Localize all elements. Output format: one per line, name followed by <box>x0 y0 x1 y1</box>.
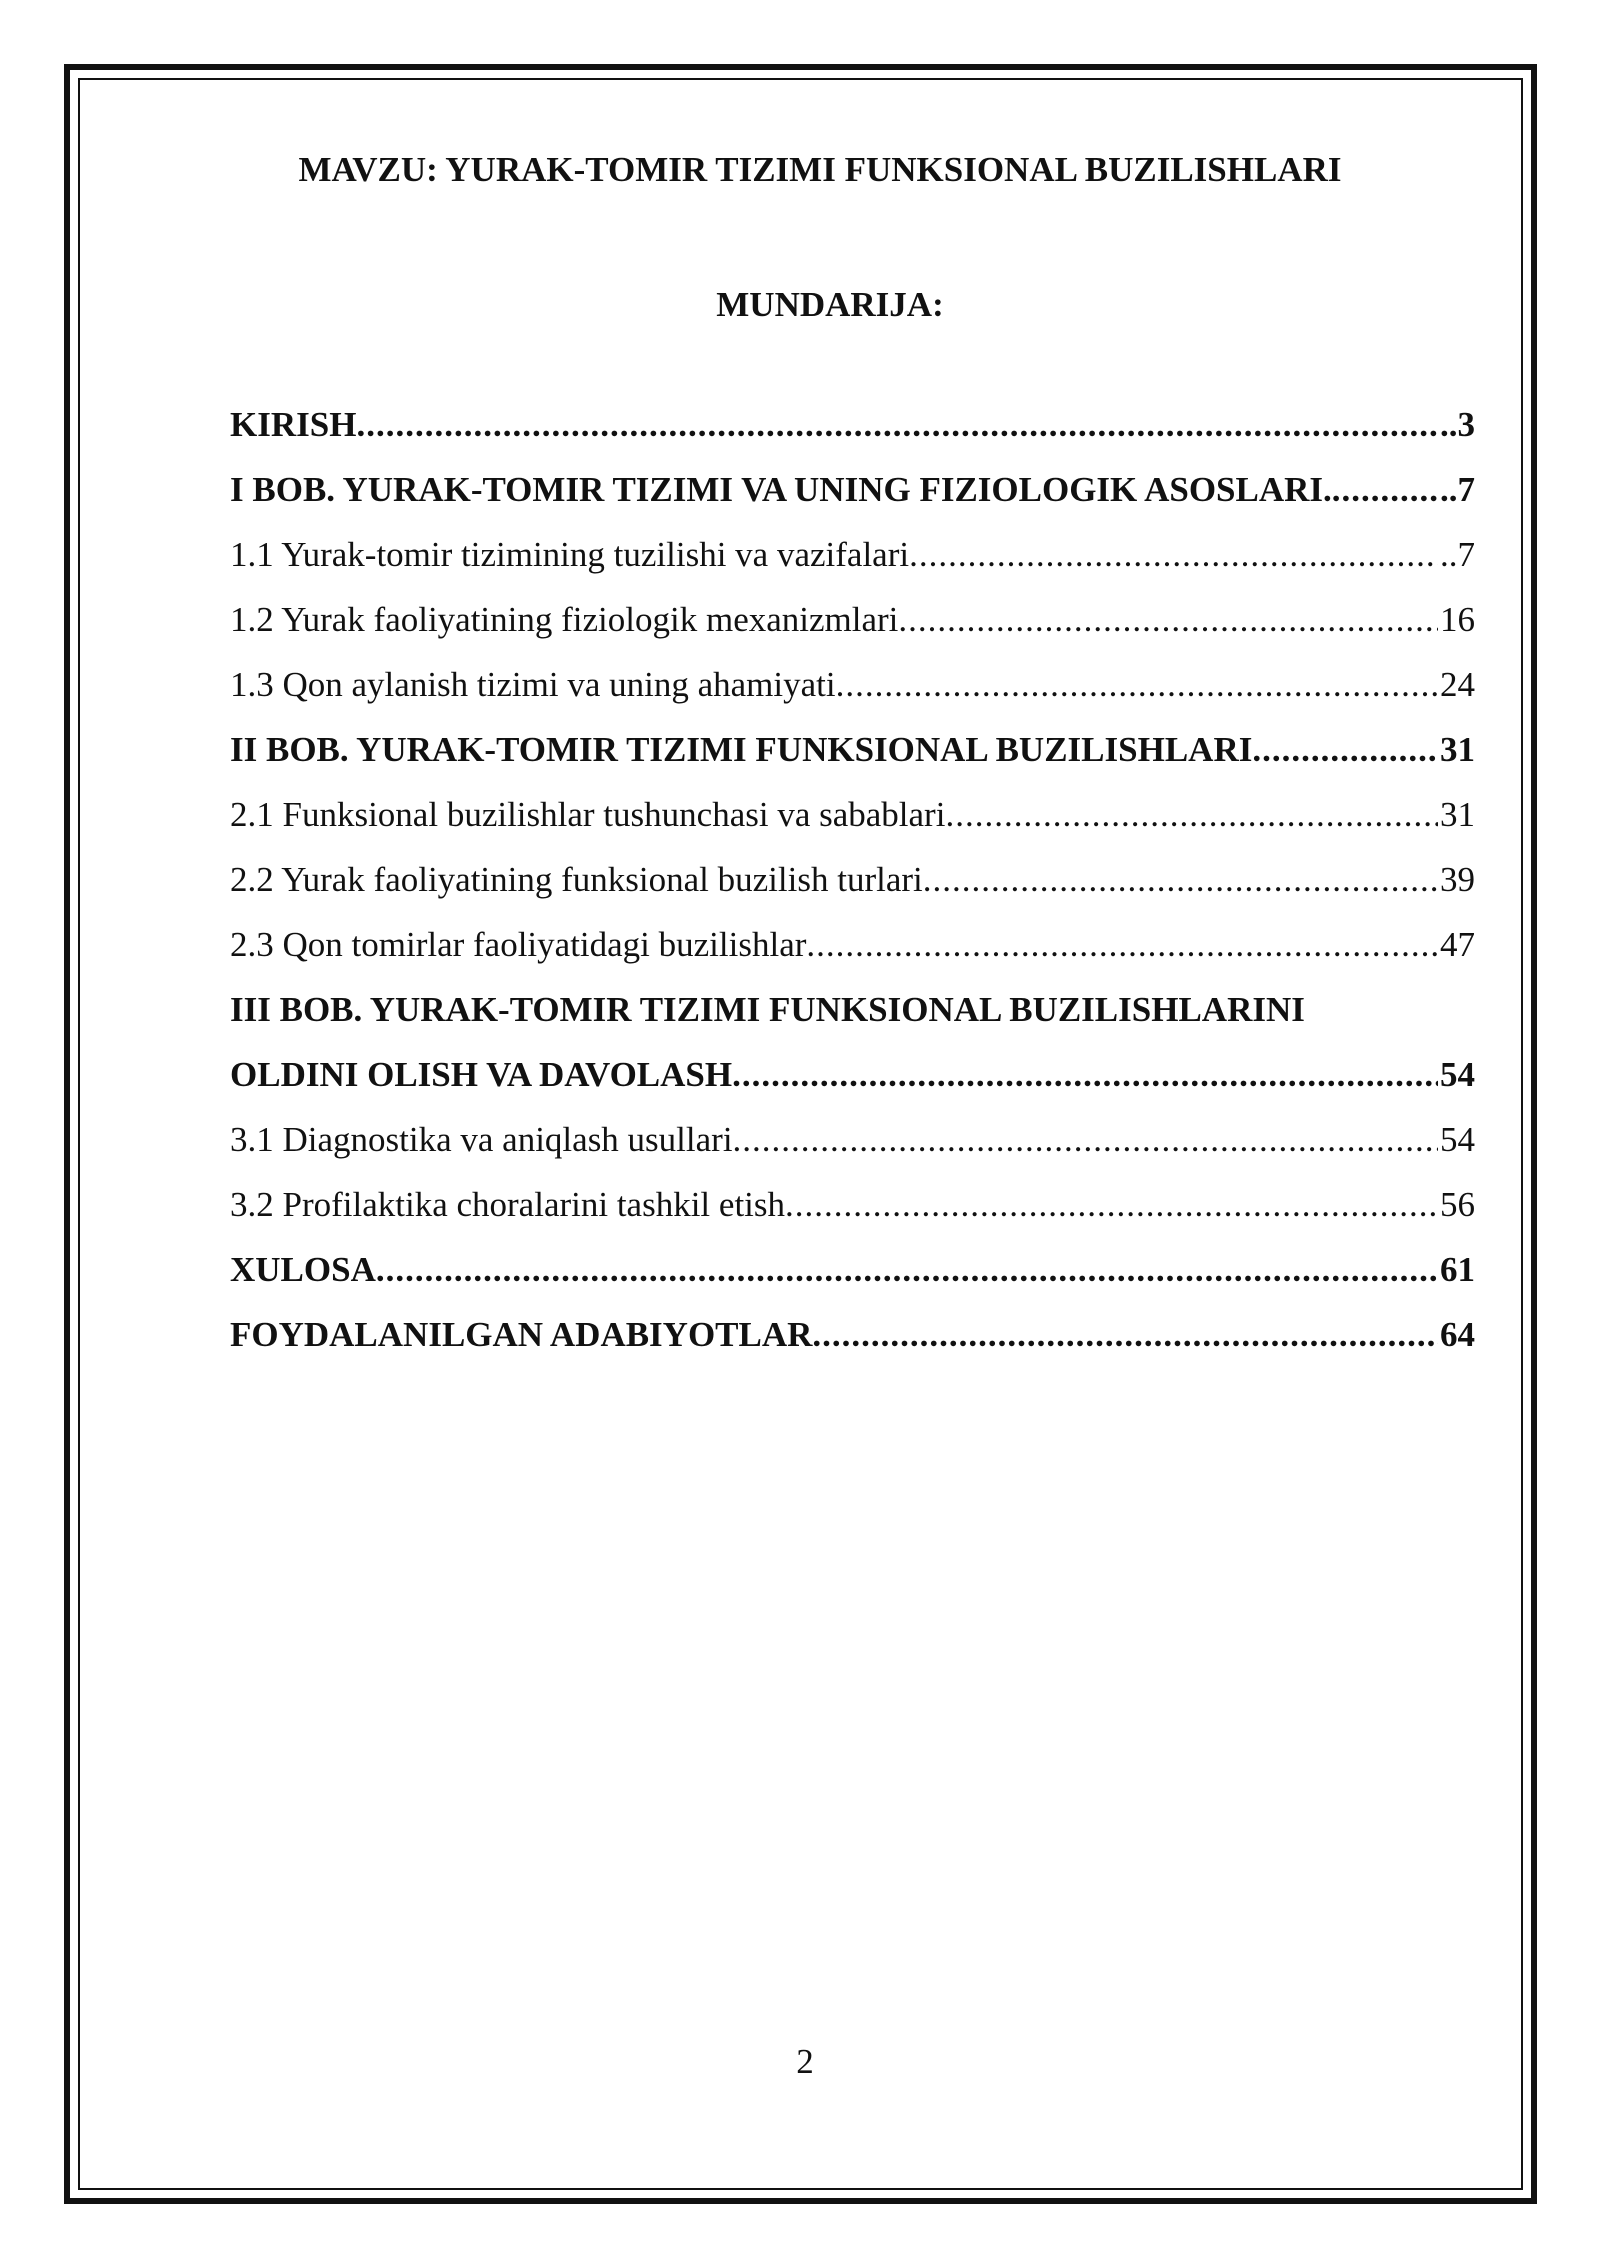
toc-dot-leader <box>1332 470 1438 510</box>
toc-entry-page: 39 <box>1440 860 1475 899</box>
toc-entry-label: FOYDALANILGAN ADABIYOTLAR <box>230 1315 813 1354</box>
toc-dot-leader <box>376 1250 1438 1290</box>
toc-entry[interactable] <box>230 535 1475 600</box>
toc-entry-label: OLDINI OLISH VA DAVOLASH <box>230 1055 733 1094</box>
toc-entry[interactable] <box>230 665 1475 730</box>
toc-entry-label: 1.1 Yurak-tomir tizimining tuzilishi va vazifalari <box>230 535 910 574</box>
toc-entry[interactable] <box>230 1250 1475 1315</box>
toc-entry-label: 2.1 Funksional buzilishlar tushunchasi va sabablari <box>230 795 946 834</box>
toc-entry-page: ..7 <box>1440 535 1475 574</box>
toc-entry-page: 61 <box>1440 1250 1475 1289</box>
toc-entry-page: 16 <box>1440 600 1475 639</box>
toc-entry-page: ..7 <box>1440 470 1475 509</box>
toc-entry-label: 2.3 Qon tomirlar faoliyatidagi buzilishlar <box>230 925 807 964</box>
toc-dot-leader <box>356 405 1438 445</box>
toc-entry[interactable] <box>230 1185 1475 1250</box>
toc-entry[interactable] <box>230 470 1475 535</box>
toc-dot-leader <box>1252 730 1438 770</box>
toc-entry-page: 64 <box>1440 1315 1475 1354</box>
toc-dot-leader <box>898 600 1438 640</box>
toc-entry-page: 31 <box>1440 795 1475 834</box>
toc-entry[interactable] <box>230 860 1475 925</box>
toc-dot-leader <box>785 1185 1438 1225</box>
toc-dot-leader <box>733 1120 1438 1160</box>
toc-entry-label: 3.1 Diagnostika va aniqlash usullari <box>230 1120 733 1159</box>
toc-dot-leader <box>923 860 1438 900</box>
toc-entry-label: I BOB. YURAK-TOMIR TIZIMI VA UNING FIZIOLOGIK ASOSLARI. <box>230 470 1332 509</box>
toc-entry-page: 24 <box>1440 665 1475 704</box>
toc-dot-leader <box>945 795 1438 835</box>
toc-entry-label: 3.2 Profilaktika choralarini tashkil etish <box>230 1185 786 1224</box>
toc-dot-leader <box>732 1055 1438 1095</box>
toc-dot-leader <box>812 1315 1438 1355</box>
toc-entry-page: 47 <box>1440 925 1475 964</box>
toc-entry-label: 2.2 Yurak faoliyatining funksional buzilish turlari <box>230 860 923 899</box>
toc-entry-page: 54 <box>1440 1120 1475 1159</box>
toc-entry-label: III BOB. YURAK-TOMIR TIZIMI FUNKSIONAL BUZILISHLARINI <box>230 990 1305 1029</box>
page-number: 2 <box>796 2042 814 2081</box>
toc-entry[interactable] <box>230 405 1475 470</box>
toc-dot-leader <box>909 535 1438 575</box>
toc-dot-leader <box>806 925 1438 965</box>
toc-entry-page: 54 <box>1440 1055 1475 1094</box>
toc-heading: MUNDARIJA: <box>716 285 944 324</box>
toc-entry-page: ..3 <box>1440 405 1475 444</box>
toc-entry-label: 1.3 Qon aylanish tizimi va uning ahamiyati <box>230 665 836 704</box>
toc-entry-label: XULOSA <box>230 1250 376 1289</box>
toc-entry[interactable] <box>230 990 1475 1055</box>
toc-entry[interactable] <box>230 1055 1475 1120</box>
toc-entry-label: KIRISH <box>230 405 357 444</box>
toc-entry[interactable] <box>230 600 1475 665</box>
toc-entry[interactable] <box>230 730 1475 795</box>
table-of-contents <box>230 405 1475 1380</box>
toc-entry[interactable] <box>230 1120 1475 1185</box>
toc-dot-leader <box>836 665 1438 705</box>
toc-entry-page: 56 <box>1440 1185 1475 1224</box>
toc-entry[interactable] <box>230 1315 1475 1380</box>
toc-entry[interactable] <box>230 925 1475 990</box>
document-title: MAVZU: YURAK-TOMIR TIZIMI FUNKSIONAL BUZILISHLARI <box>298 150 1342 189</box>
toc-entry-page: 31 <box>1440 730 1475 769</box>
toc-entry-label: 1.2 Yurak faoliyatining fiziologik mexanizmlari <box>230 600 899 639</box>
toc-entry-label: II BOB. YURAK-TOMIR TIZIMI FUNKSIONAL BUZILISHLARI <box>230 730 1253 769</box>
toc-entry[interactable] <box>230 795 1475 860</box>
